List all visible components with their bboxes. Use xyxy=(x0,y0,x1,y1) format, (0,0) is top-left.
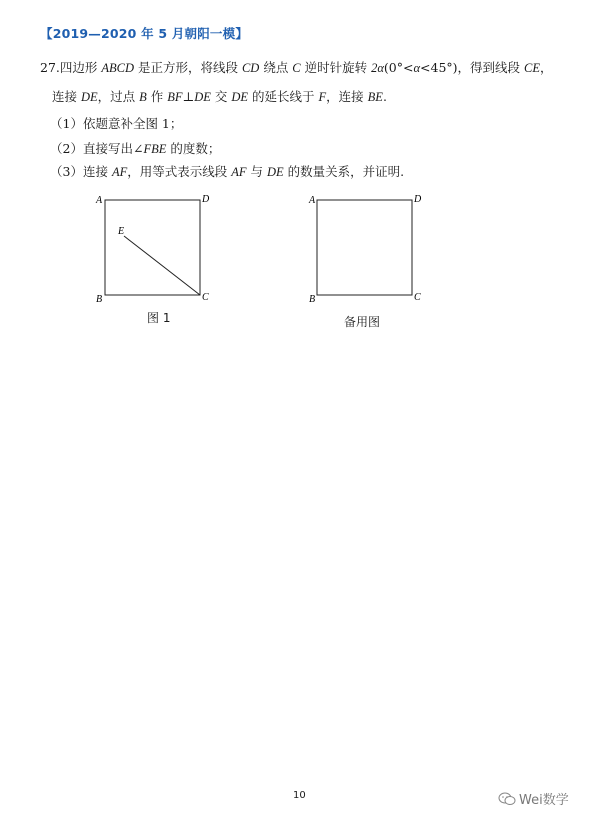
figure-1-label-b: B xyxy=(96,294,103,305)
figure-1-label-c: C xyxy=(202,292,209,303)
figure-2-label-b: B xyxy=(309,294,316,305)
watermark-text: Wei数学 xyxy=(519,793,569,808)
figure-1-label-d: D xyxy=(202,194,210,205)
figure-1-segment-ce xyxy=(124,236,200,295)
wechat-icon xyxy=(498,792,516,806)
figure-2-label-c: C xyxy=(414,292,421,303)
figure-2-square xyxy=(317,200,412,295)
figure-1-square xyxy=(105,200,200,295)
sub-question-3: （3）连接 AF，用等式表示线段 AF 与 DE 的数量关系，并证明. xyxy=(50,164,405,179)
sub-question-1: （1）依题意补全图 1； xyxy=(50,116,183,131)
source-header: 【2019—2020 年 5 月朝阳一模】 xyxy=(40,26,249,41)
page-number: 10 xyxy=(293,790,306,801)
problem-line-1: 27.四边形 ABCD 是正方形，将线段 CD 绕点 C 逆时针旋转 2α(0°<α<45°)，得到线段 CE， xyxy=(40,60,553,75)
figure-2-caption: 备用图 xyxy=(344,315,381,329)
figure-1-caption: 图 1 xyxy=(147,311,171,325)
figure-2-label-d: D xyxy=(414,194,422,205)
figure-1-label-e: E xyxy=(118,226,125,237)
problem-number: 27. xyxy=(40,60,60,75)
figure-2-label-a: A xyxy=(309,195,316,206)
figure-1-label-a: A xyxy=(96,195,103,206)
problem-line-2: 连接 DE，过点 B 作 BF⊥DE 交 DE 的延长线于 F，连接 BE. xyxy=(52,89,387,104)
sub-question-2: （2）直接写出∠FBE 的度数； xyxy=(50,141,221,156)
watermark xyxy=(498,789,569,808)
